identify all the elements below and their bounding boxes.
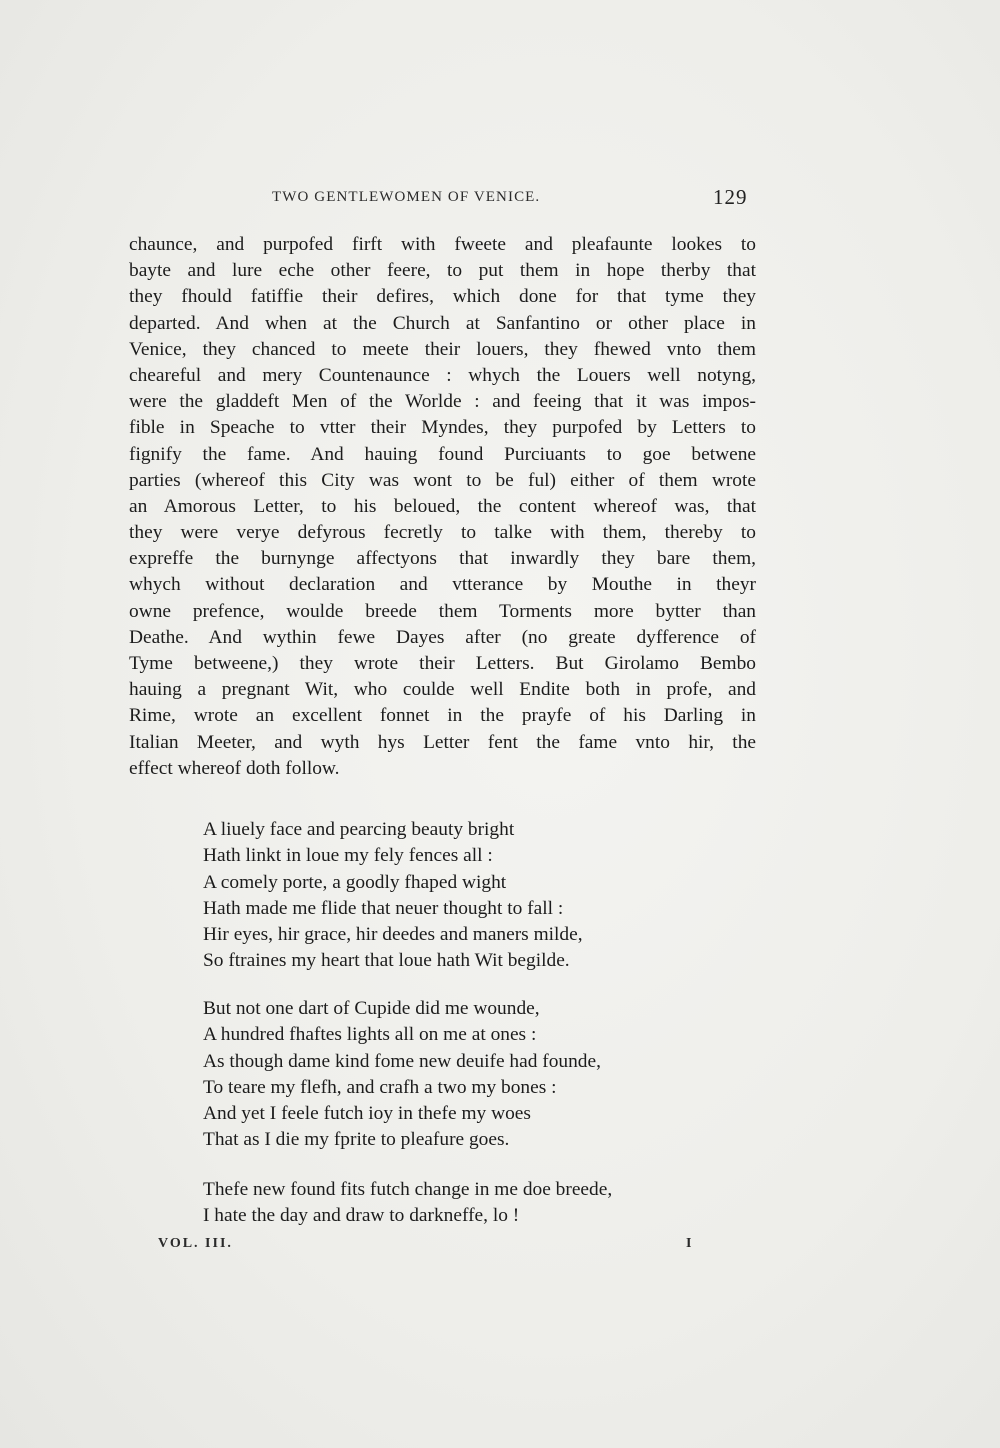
- verse-line: I hate the day and draw to darkneffe, lo !: [203, 1205, 520, 1227]
- text-line: were the gladdeft Men of the Worlde : and feeing that it was impos-: [129, 391, 756, 413]
- page-number: 129: [713, 185, 748, 209]
- text-line: fignify the fame. And hauing found Purciuants to goe betwene: [129, 443, 756, 465]
- prose-paragraph: [129, 232, 756, 782]
- text-line: Deathe. And wythin fewe Dayes after (no greate dyfference of: [129, 626, 756, 648]
- text-line: they fhould fatiffie their defires, which done for that tyme they: [129, 286, 756, 308]
- text-line: owne prefence, woulde breede them Torments more bytter than: [129, 600, 756, 622]
- sonnet-stanza-1: [203, 817, 703, 975]
- text-line: Rime, wrote an excellent fonnet in the prayfe of his Darling in: [129, 705, 756, 727]
- verse-line: So ftraines my heart that loue hath Wit begilde.: [203, 950, 570, 972]
- verse-line: And yet I feele futch ioy in thefe my woes: [203, 1103, 531, 1125]
- verse-line: A comely porte, a goodly fhaped wight: [203, 871, 507, 893]
- text-line: departed. And when at the Church at Sanfantino or other place in: [129, 312, 756, 334]
- verse-line: A liuely face and pearcing beauty bright: [203, 819, 515, 840]
- verse-line: Hir eyes, hir grace, hir deedes and maners milde,: [203, 924, 583, 946]
- text-line: Venice, they chanced to meete their louers, they fhewed vnto them: [129, 338, 756, 360]
- verse-line: Hath made me flide that neuer thought to fall :: [203, 897, 564, 919]
- running-title: TWO GENTLEWOMEN OF VENICE.: [272, 189, 541, 205]
- text-line: Tyme betweene,) they wrote their Letters. But Girolamo Bembo: [129, 653, 756, 674]
- verse-line: Thefe new found fits futch change in me doe breede,: [203, 1179, 613, 1200]
- text-line: fible in Speache to vtter their Myndes, they purpofed by Letters to: [129, 417, 756, 439]
- verse-line: Hath linkt in loue my fely fences all :: [203, 845, 493, 867]
- verse-line: To teare my flefh, and crafh a two my bones :: [203, 1076, 557, 1098]
- text-line: Italian Meeter, and wyth hys Letter fent the fame vnto hir, the: [129, 731, 756, 753]
- text-line: an Amorous Letter, to his beloued, the content whereof was, that: [129, 495, 756, 517]
- text-line: chaunce, and purpofed firft with fweete and pleafaunte lookes to: [129, 234, 756, 255]
- text-line: hauing a pregnant Wit, who coulde well Endite both in profe, and: [129, 679, 756, 701]
- text-line: bayte and lure eche other feere, to put them in hope therby that: [129, 260, 756, 282]
- text-line: whych without declaration and vtterance by Mouthe in theyr: [129, 574, 756, 596]
- verse-line: As though dame kind fome new deuife had founde,: [203, 1050, 601, 1072]
- text-line: parties (whereof this City was wont to be ful) either of them wrote: [129, 469, 756, 491]
- text-line: effect whereof doth follow.: [129, 757, 340, 779]
- text-line: cheareful and mery Countenaunce : whych the Louers well notyng,: [129, 364, 756, 386]
- sonnet-stanza-3: [203, 1177, 703, 1230]
- text-line: they were verye defyrous fecretly to talke with them, thereby to: [129, 522, 756, 544]
- verse-line: That as I die my fprite to pleafure goes.: [203, 1129, 510, 1151]
- verse-line: A hundred fhaftes lights all on me at ones :: [203, 1024, 537, 1046]
- verse-line: But not one dart of Cupide did me wounde,: [203, 998, 540, 1019]
- text-line: expreffe the burnynge affectyons that inwardly they bare them,: [129, 548, 756, 570]
- volume-mark: VOL. III.: [158, 1236, 233, 1251]
- signature-mark: I: [686, 1236, 692, 1251]
- sonnet-stanza-2: [203, 996, 703, 1154]
